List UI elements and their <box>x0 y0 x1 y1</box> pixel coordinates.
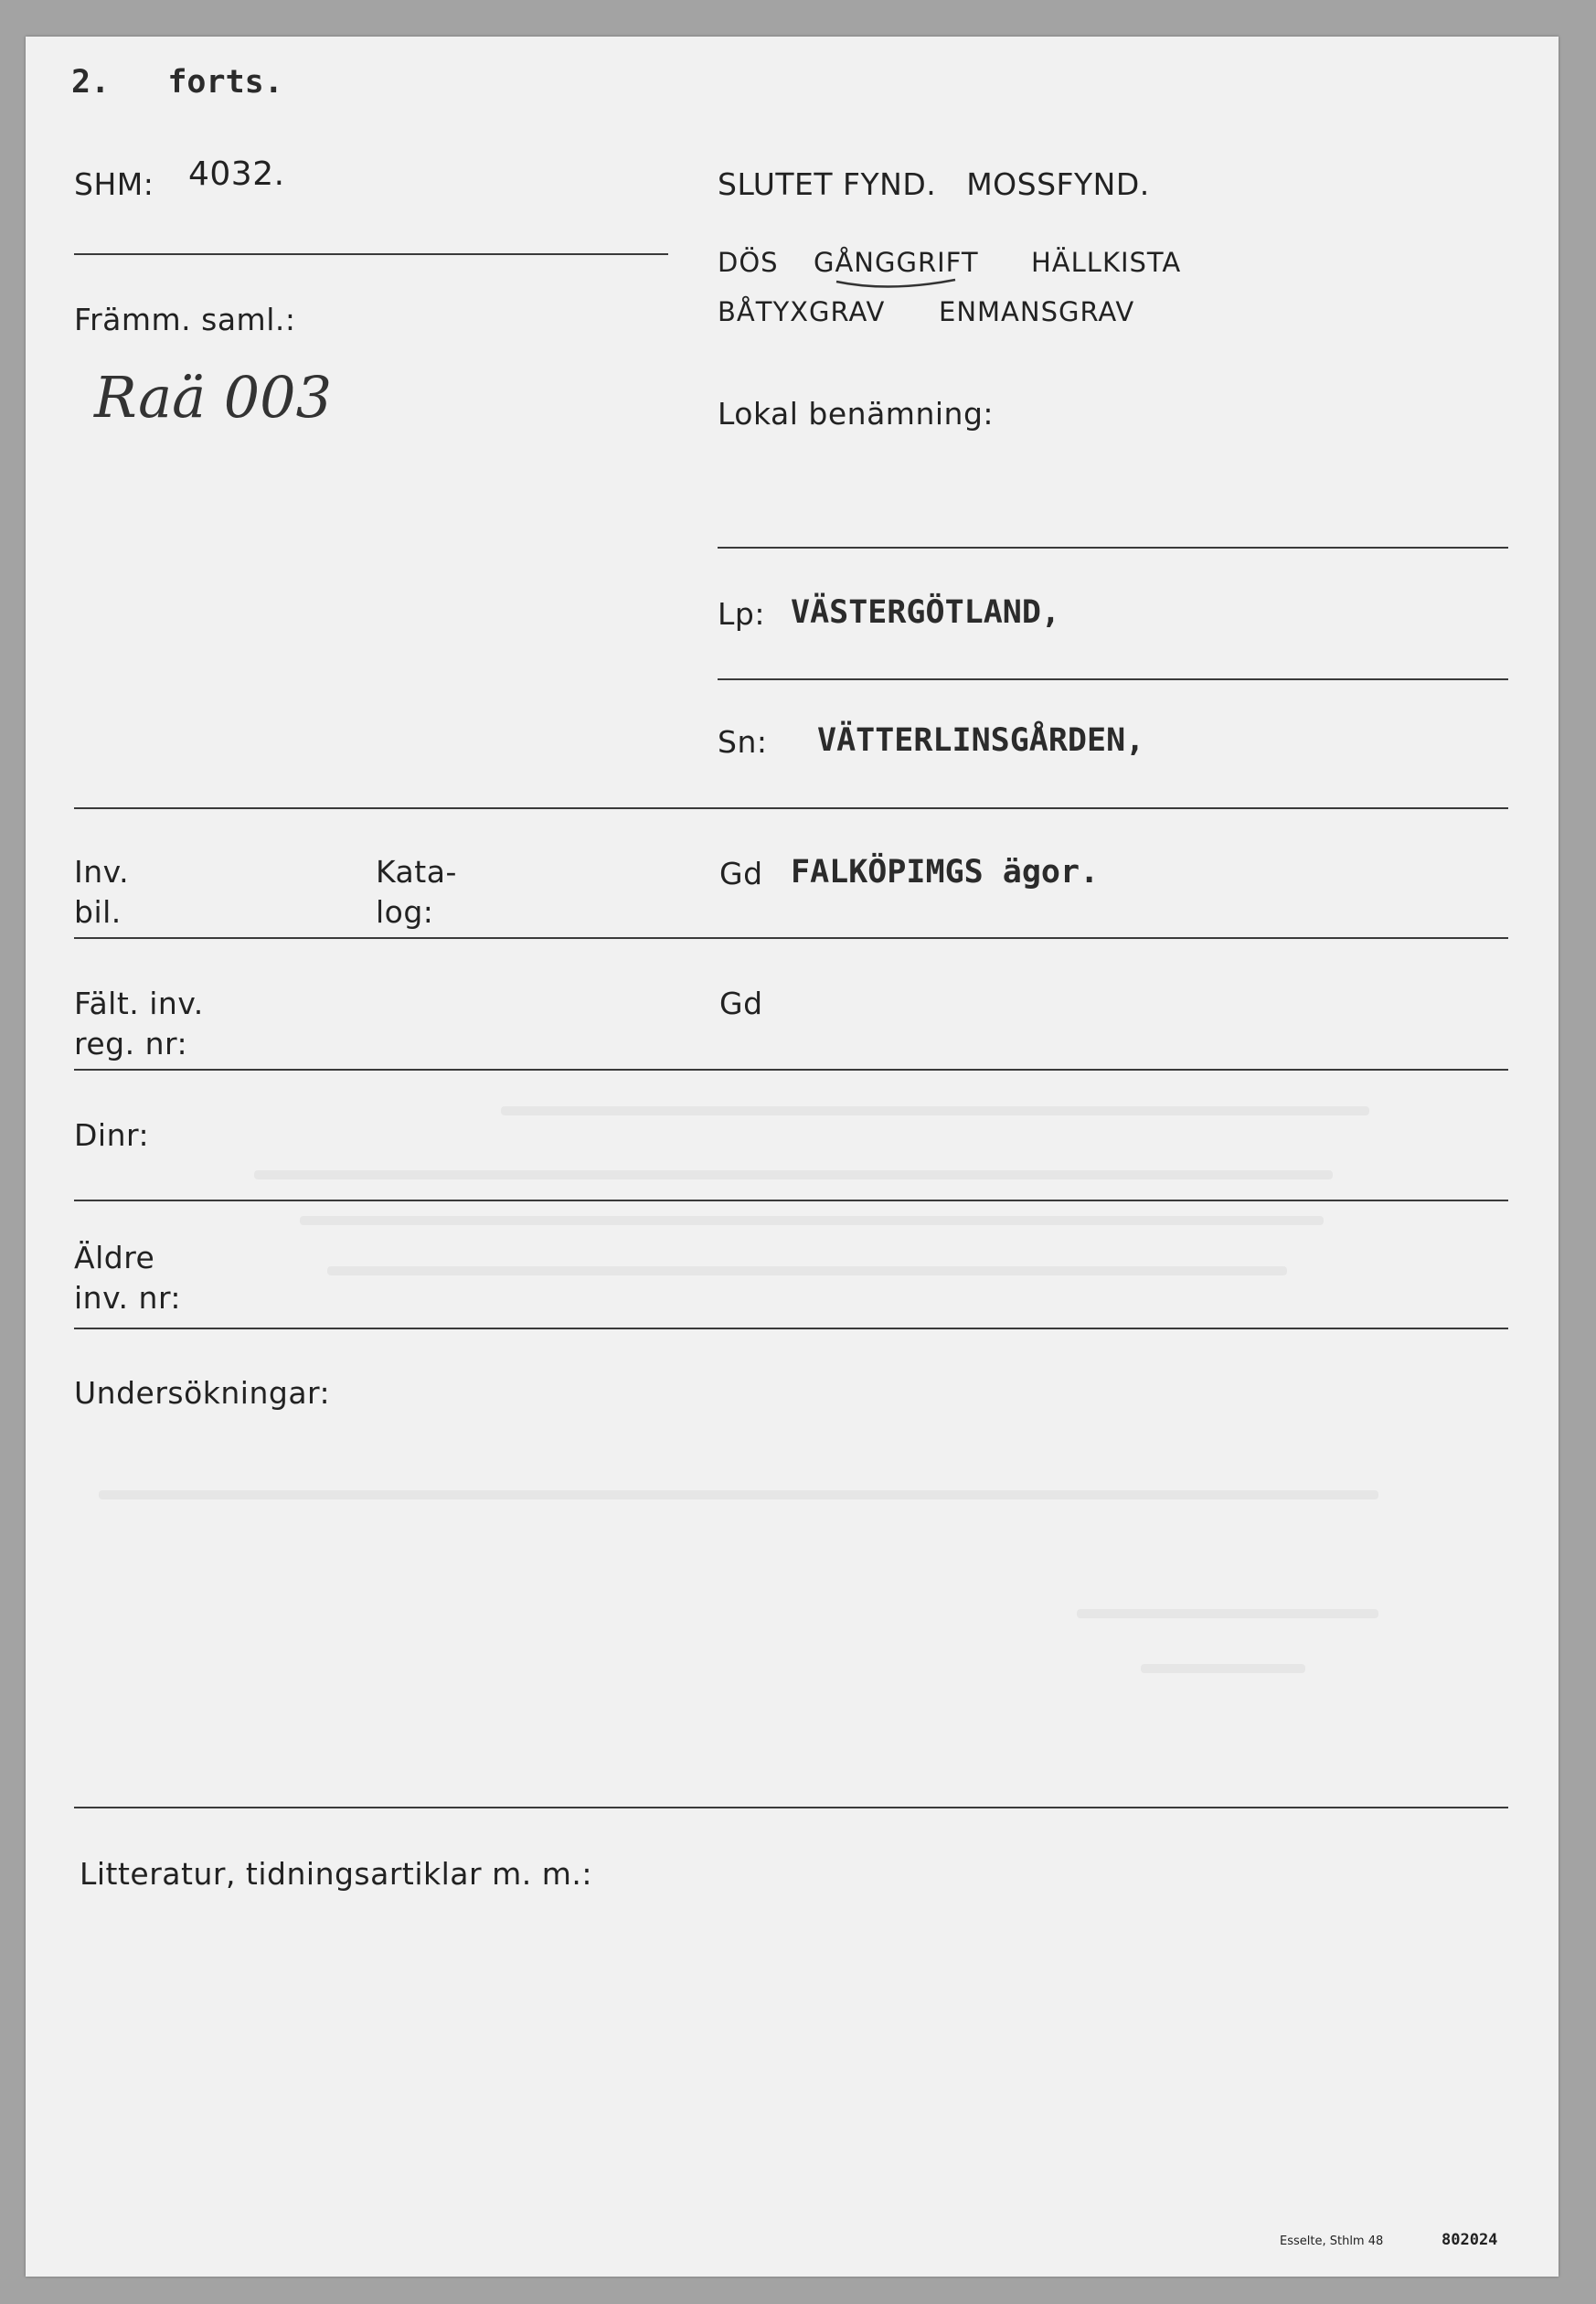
inv-label-line1: Inv. <box>74 854 130 890</box>
gd-value-1: FALKÖPIMGS ägor. <box>791 854 1100 891</box>
katalog-label-line2: log: <box>376 894 434 930</box>
undersokningar-label: Undersökningar: <box>74 1375 331 1411</box>
inv-label-line2: bil. <box>74 894 122 930</box>
litteratur-label: Litteratur, tidningsartiklar m. m.: <box>80 1856 592 1892</box>
show-through-mark <box>501 1106 1369 1115</box>
sn-value: VÄTTERLINSGÅRDEN, <box>817 722 1145 759</box>
framm-saml-label: Främm. saml.: <box>74 302 296 337</box>
header-note: 2. forts. <box>71 64 283 101</box>
catalog-card <box>26 37 1559 2277</box>
ganggrift-underline-mark <box>835 276 958 293</box>
gd-label-2: Gd <box>719 986 763 1021</box>
grave-type-batyxgrav: BÅTYXGRAV <box>718 296 886 327</box>
falt-inv-label-line2: reg. nr: <box>74 1026 188 1061</box>
lp-value: VÄSTERGÖTLAND, <box>791 594 1061 631</box>
falt-inv-label-line1: Fält. inv. <box>74 986 204 1021</box>
rule-full-1 <box>74 807 1508 809</box>
show-through-mark <box>99 1490 1378 1499</box>
show-through-mark <box>327 1266 1287 1275</box>
framm-saml-handwritten-value: Raä 003 <box>94 364 333 431</box>
rule-full-4 <box>74 1200 1508 1201</box>
shm-number: 4032. <box>188 155 285 193</box>
show-through-mark <box>300 1216 1324 1225</box>
lp-label: Lp: <box>718 596 765 632</box>
printer-mark: Esselte, Sthlm 48 <box>1280 2235 1384 2248</box>
katalog-label-line1: Kata- <box>376 854 457 890</box>
show-through-mark <box>254 1170 1333 1179</box>
grave-type-enmansgrav: ENMANSGRAV <box>939 296 1135 327</box>
sn-label: Sn: <box>718 724 768 760</box>
rule-shm <box>74 253 668 255</box>
grave-type-hallkista: HÄLLKISTA <box>1031 247 1182 278</box>
shm-label: SHM: <box>74 166 154 202</box>
form-number: 802024 <box>1442 2231 1498 2249</box>
rule-lp <box>718 678 1508 680</box>
find-types-line: SLUTET FYND. MOSSFYND. <box>718 166 1150 202</box>
lokal-benamning-label: Lokal benämning: <box>718 396 995 432</box>
grave-type-dos: DÖS <box>718 247 779 278</box>
aldre-label-line2: inv. nr: <box>74 1280 182 1316</box>
aldre-label-line1: Äldre <box>74 1240 155 1275</box>
rule-full-3 <box>74 1069 1508 1071</box>
rule-full-2 <box>74 937 1508 939</box>
gd-label-1: Gd <box>719 856 763 891</box>
dinr-label: Dinr: <box>74 1117 150 1153</box>
rule-full-6 <box>74 1807 1508 1808</box>
rule-full-5 <box>74 1328 1508 1329</box>
show-through-mark <box>1141 1664 1305 1673</box>
grave-type-ganggrift: GÅNGGRIFT <box>814 247 979 278</box>
rule-lokal <box>718 547 1508 549</box>
show-through-mark <box>1077 1609 1378 1618</box>
